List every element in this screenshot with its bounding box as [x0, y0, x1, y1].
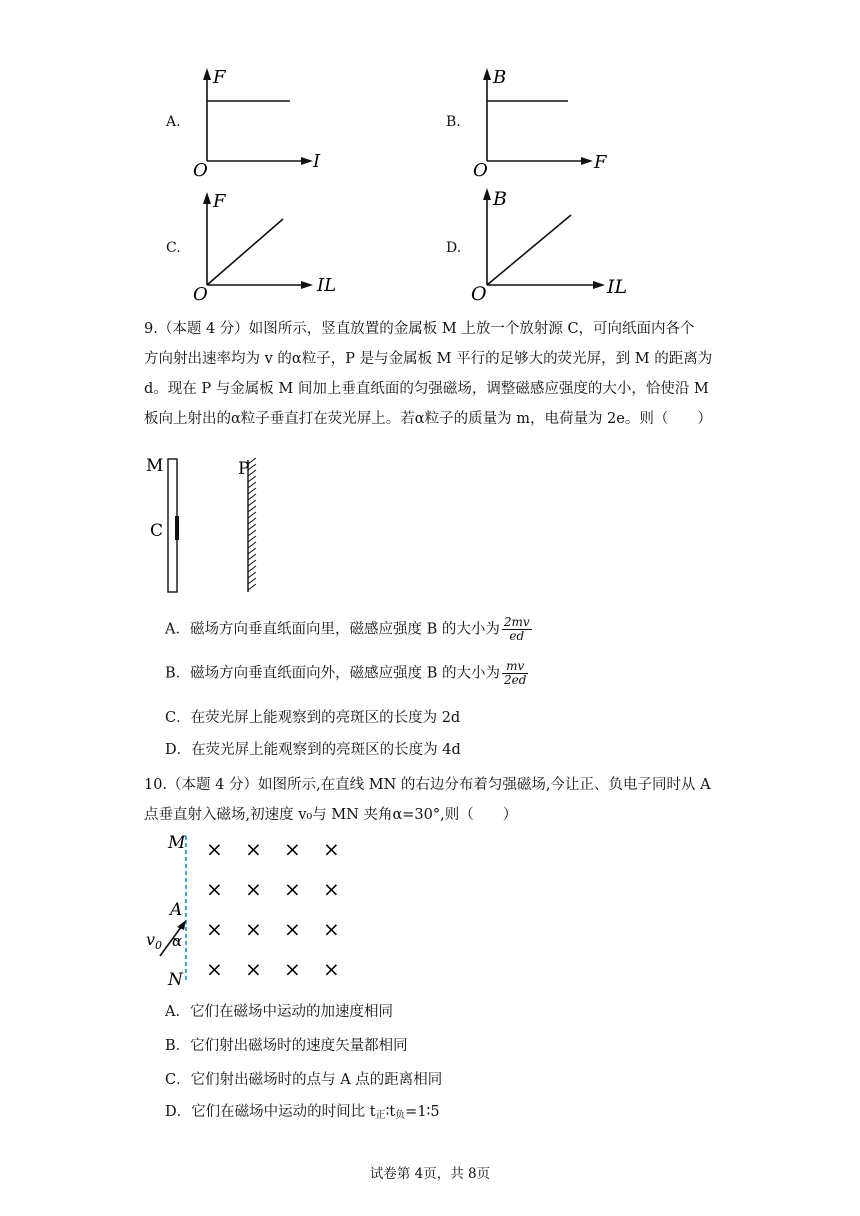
question-10-option-c[interactable]: C．它们射出磁场时的点与 A 点的距离相同	[165, 1072, 443, 1088]
question-9-line: d。现在 P 与金属板 M 间加上垂直纸面的匀强磁场，调整磁感应强度的大小，恰使沿 M	[144, 381, 709, 397]
option-letter-a: A.	[166, 114, 181, 130]
origin-label: O	[473, 160, 488, 179]
x-axis-arrow	[593, 281, 605, 289]
y-axis-label: B	[493, 188, 507, 210]
field-cross: ×	[206, 877, 223, 901]
label-a: A	[170, 900, 183, 920]
hatch-line	[248, 518, 256, 524]
subscript-negative: 负	[395, 1110, 406, 1121]
graph-a	[185, 64, 335, 179]
graph-d	[465, 184, 635, 304]
option-d-mid: ∶t	[385, 1104, 396, 1120]
option-d-ratio: =1∶5	[405, 1104, 440, 1120]
y-axis-label: B	[493, 67, 507, 88]
hatch-line	[248, 512, 256, 518]
question-10-option-a[interactable]: A．它们在磁场中运动的加速度相同	[165, 1004, 393, 1020]
field-cross: ×	[284, 877, 301, 901]
graph-c	[185, 188, 355, 303]
y-axis-arrow	[483, 188, 491, 200]
question-10-stem	[144, 770, 724, 830]
field-cross: ×	[245, 837, 262, 861]
field-cross: ×	[245, 957, 262, 981]
hatch-line	[248, 572, 256, 578]
hatch-line	[248, 506, 256, 512]
option-letter-d: D.	[446, 240, 462, 256]
subscript-positive: 正	[375, 1110, 386, 1121]
hatch-line	[248, 584, 256, 590]
x-axis-label: F	[594, 152, 607, 173]
option-a-text: A．磁场方向垂直纸面向里，磁感应强度 B 的大小为	[165, 621, 500, 638]
label-m: M	[146, 456, 164, 476]
question-10-option-d[interactable]	[165, 1100, 440, 1121]
graph-line	[207, 219, 283, 285]
hatch-line	[248, 530, 256, 536]
x-axis-arrow	[301, 281, 313, 289]
origin-label: O	[193, 284, 208, 303]
field-cross: ×	[206, 917, 223, 941]
field-cross: ×	[284, 957, 301, 981]
hatch-line	[248, 548, 256, 554]
hatch-line	[248, 536, 256, 542]
hatch-line	[248, 542, 256, 548]
question-9-option-b[interactable]	[165, 660, 528, 687]
question-9-option-c[interactable]: C．在荧光屏上能观察到的亮斑区的长度为 2d	[165, 710, 461, 726]
field-cross: ×	[323, 837, 340, 861]
label-v0: $v_0$	[146, 930, 163, 952]
option-d-text: D．它们在磁场中运动的时间比 t	[165, 1104, 376, 1120]
hatch-line	[248, 554, 256, 560]
question-9-option-a[interactable]	[165, 616, 532, 643]
option-b-text: B．磁场方向垂直纸面向外，磁感应强度 B 的大小为	[165, 665, 501, 682]
label-c: C	[150, 521, 164, 541]
x-axis-arrow	[581, 157, 593, 165]
question-10-line: 10.（本题 4 分）如图所示,在直线 MN 的右边分布着匀强磁场,今让正、负电子同时从 A	[144, 777, 711, 793]
hatch-line	[248, 482, 256, 488]
fraction-numerator: mv	[502, 660, 528, 674]
field-cross: ×	[206, 957, 223, 981]
y-axis-arrow	[203, 68, 211, 80]
field-cross: ×	[245, 917, 262, 941]
origin-label: O	[471, 283, 487, 304]
fraction-denominator: ed	[509, 629, 525, 643]
question-9-figure	[142, 454, 272, 599]
field-cross: ×	[245, 877, 262, 901]
y-axis-arrow	[203, 192, 211, 204]
fraction-denominator: 2ed	[504, 673, 527, 687]
hatch-line	[248, 578, 256, 584]
question-9-line: 板向上射出的α粒子垂直打在荧光屏上。若α粒子的质量为 m，电荷量为 2e。则（ ）	[144, 411, 712, 427]
x-axis-label: IL	[607, 276, 628, 298]
graph-b	[465, 64, 625, 179]
field-cross: ×	[284, 917, 301, 941]
y-axis-label: F	[213, 67, 226, 88]
velocity-arrow-head	[177, 920, 186, 930]
label-m: M	[168, 833, 186, 853]
hatch-line	[248, 488, 256, 494]
field-cross: ×	[323, 877, 340, 901]
y-axis-label: F	[213, 191, 226, 212]
origin-label: O	[193, 160, 208, 179]
field-cross: ×	[323, 917, 340, 941]
option-letter-b: B.	[446, 114, 461, 130]
question-9-line: 9.（本题 4 分）如图所示，竖直放置的金属板 M 上放一个放射源 C，可向纸面内各个	[144, 321, 695, 337]
x-axis-label: I	[313, 151, 321, 172]
question-9-line: 方向射出速率均为 v 的α粒子，P 是与金属板 M 平行的足够大的荧光屏，到 M 的距离为	[144, 351, 713, 367]
hatch-line	[248, 566, 256, 572]
fraction-mv-2ed	[502, 660, 528, 687]
source-c	[175, 516, 179, 540]
question-10-option-b[interactable]: B．它们射出磁场时的速度矢量都相同	[165, 1038, 408, 1054]
y-axis-arrow	[483, 68, 491, 80]
question-10-line: 点垂直射入磁场,初速度 v₀与 MN 夹角α=30°,则（ ）	[144, 807, 518, 823]
option-letter-c: C.	[166, 240, 181, 256]
magnetic-field-crosses	[206, 837, 340, 981]
fraction-numerator: 2mv	[503, 615, 530, 629]
hatch-line	[248, 524, 256, 530]
page-footer: 试卷第 4页，共 8页	[369, 1166, 491, 1182]
x-axis-label: IL	[317, 275, 337, 296]
question-9-option-d[interactable]: D．在荧光屏上能观察到的亮斑区的长度为 4d	[165, 742, 461, 758]
hatch-line	[248, 560, 256, 566]
label-p: P	[238, 459, 250, 479]
graph-line	[487, 215, 571, 285]
question-10-figure	[140, 828, 360, 993]
hatch-line	[248, 494, 256, 500]
fraction-2mv-ed	[502, 616, 532, 643]
field-cross: ×	[323, 957, 340, 981]
hatch-line	[248, 500, 256, 506]
question-9-stem	[144, 314, 724, 434]
x-axis-arrow	[301, 157, 313, 165]
label-alpha: α	[172, 932, 183, 950]
field-cross: ×	[284, 837, 301, 861]
field-cross: ×	[206, 837, 223, 861]
label-n: N	[168, 970, 183, 990]
